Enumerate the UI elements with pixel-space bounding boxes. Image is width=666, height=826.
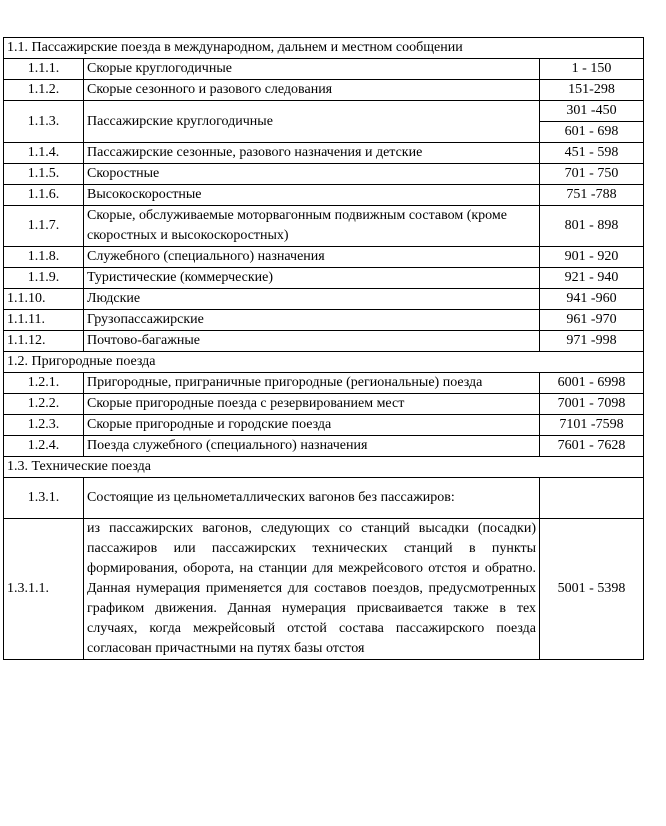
row-range: 5001 - 5398 — [540, 519, 644, 660]
train-numbering-table — [3, 37, 644, 660]
row-range: 701 - 750 — [540, 164, 644, 185]
table-row — [4, 143, 644, 164]
row-description: Скорые, обслуживаемые моторвагонным подвижным составом (кроме скоростных и высокоскоростных) — [84, 206, 540, 247]
row-range: 7601 - 7628 — [540, 436, 644, 457]
table-row — [4, 268, 644, 289]
section-row — [4, 457, 644, 478]
row-description: Скорые пригородные поезда с резервированием мест — [84, 394, 540, 415]
row-range: 7101 -7598 — [540, 415, 644, 436]
table-row — [4, 247, 644, 268]
row-description: Поезда служебного (специального) назначения — [84, 436, 540, 457]
row-description: Скорые сезонного и разового следования — [84, 80, 540, 101]
section-title: 1.3. Технические поезда — [4, 457, 644, 478]
table-row — [4, 394, 644, 415]
section-title: 1.1. Пассажирские поезда в международном, дальнем и местном сообщении — [4, 38, 644, 59]
row-code: 1.2.1. — [4, 373, 84, 394]
table-row — [4, 185, 644, 206]
row-code: 1.2.2. — [4, 394, 84, 415]
row-range: 6001 - 6998 — [540, 373, 644, 394]
row-description: Служебного (специального) назначения — [84, 247, 540, 268]
row-description: Скоростные — [84, 164, 540, 185]
row-code: 1.1.11. — [4, 310, 84, 331]
row-description: Пассажирские сезонные, разового назначения и детские — [84, 143, 540, 164]
row-range: 961 -970 — [540, 310, 644, 331]
row-range: 801 - 898 — [540, 206, 644, 247]
row-description: Состоящие из цельнометаллических вагонов без пассажиров: — [84, 478, 540, 519]
table-row — [4, 59, 644, 80]
row-range: 1 - 150 — [540, 59, 644, 80]
row-range: 941 -960 — [540, 289, 644, 310]
row-description: Пассажирские круглогодичные — [84, 101, 540, 143]
row-code: 1.1.5. — [4, 164, 84, 185]
table-row — [4, 101, 644, 122]
row-code: 1.1.2. — [4, 80, 84, 101]
row-range — [540, 478, 644, 519]
row-code: 1.2.4. — [4, 436, 84, 457]
row-description: Почтово-багажные — [84, 331, 540, 352]
row-description: из пассажирских вагонов, следующих со станций высадки (посадки) пассажиров или пассажирских технических станций в пункты формирования, оборота, на станции для межрейсового отстоя и обратно. Данная нумерация применяется для составов поездов, предусмотренных графиком движения. Данная нумерация присваивается также в тех случаях, когда межрейсовый отстой состава пассажирского поезда согласован причастными на путях базы отстоя — [84, 519, 540, 660]
table-row — [4, 331, 644, 352]
row-code: 1.1.4. — [4, 143, 84, 164]
row-code: 1.3.1. — [4, 478, 84, 519]
table-row — [4, 310, 644, 331]
table-row — [4, 206, 644, 247]
table-row — [4, 415, 644, 436]
row-code: 1.1.1. — [4, 59, 84, 80]
row-description: Высокоскоростные — [84, 185, 540, 206]
row-code: 1.1.9. — [4, 268, 84, 289]
row-range: 451 - 598 — [540, 143, 644, 164]
row-code: 1.1.3. — [4, 101, 84, 143]
row-code: 1.1.12. — [4, 331, 84, 352]
row-description: Скорые пригородные и городские поезда — [84, 415, 540, 436]
row-code: 1.3.1.1. — [4, 519, 84, 660]
row-range: 301 -450 — [540, 101, 644, 122]
table-row — [4, 80, 644, 101]
table-row — [4, 519, 644, 660]
row-range: 971 -998 — [540, 331, 644, 352]
row-description: Скорые круглогодичные — [84, 59, 540, 80]
table-row — [4, 436, 644, 457]
row-range: 151-298 — [540, 80, 644, 101]
row-description: Пригородные, приграничные пригородные (региональные) поезда — [84, 373, 540, 394]
row-range: 751 -788 — [540, 185, 644, 206]
table-row — [4, 373, 644, 394]
section-row — [4, 352, 644, 373]
row-description: Людские — [84, 289, 540, 310]
row-code: 1.1.10. — [4, 289, 84, 310]
table-row — [4, 164, 644, 185]
row-code: 1.1.8. — [4, 247, 84, 268]
row-description: Туристические (коммерческие) — [84, 268, 540, 289]
row-code: 1.2.3. — [4, 415, 84, 436]
row-range: 7001 - 7098 — [540, 394, 644, 415]
row-code: 1.1.6. — [4, 185, 84, 206]
row-range: 901 - 920 — [540, 247, 644, 268]
row-range-secondary: 601 - 698 — [540, 122, 644, 143]
row-description: Грузопассажирские — [84, 310, 540, 331]
section-title: 1.2. Пригородные поезда — [4, 352, 644, 373]
table-row — [4, 289, 644, 310]
row-code: 1.1.7. — [4, 206, 84, 247]
table-row — [4, 478, 644, 519]
section-row — [4, 38, 644, 59]
row-range: 921 - 940 — [540, 268, 644, 289]
